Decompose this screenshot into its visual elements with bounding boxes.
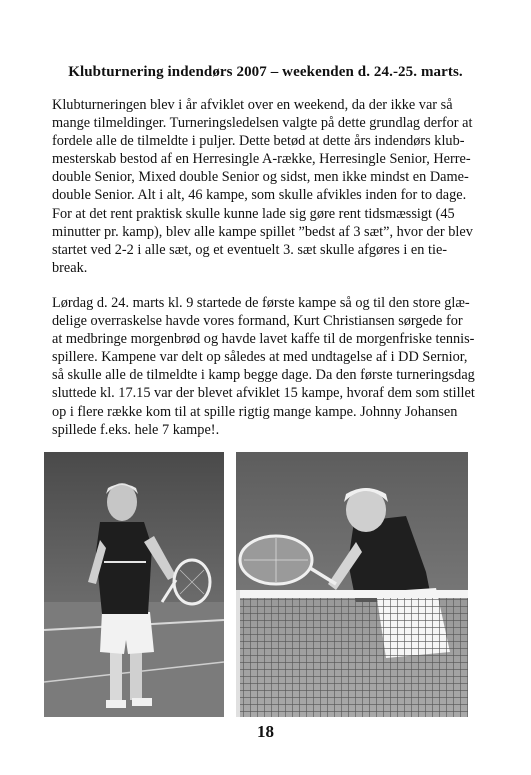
photo-male-tennis-player [44, 452, 224, 717]
text-line: mange tilmeldinger. Turneringsledelsen valgte på dette grundlag derfor at [52, 115, 473, 132]
text-line: så skulle alle de tilmeldte i kamp begge dage. Da den første turneringsdag [52, 367, 475, 384]
text-line: startet ved 2-2 i alle sæt, og et eventuelt 3. sæt skulle afgøres i en tie- [52, 241, 448, 258]
photo-female-tennis-player-at-net [236, 452, 468, 717]
page-number: 18 [257, 722, 274, 741]
text-line: at medbringe morgenbrød og havde lavet kaffe til de morgenfriske tennis- [52, 331, 475, 348]
paragraph-2 [52, 294, 492, 439]
photo-male-tennis-player-graphic [44, 452, 224, 717]
paragraph-1 [52, 96, 492, 277]
text-line: op i flere række kom til at spille rigtig mange kampe. Johnny Johansen [52, 403, 458, 420]
text-line: double Senior. Alt i alt, 46 kampe, som skulle afvikles inden for to dage. [52, 187, 467, 204]
text-line: Klubturneringen blev i år afviklet over en weekend, da der ikke var så [52, 97, 453, 113]
text-line: delige overraskelse havde vores formand, Kurt Christiansen sørgede for [52, 313, 463, 330]
article-title: Klubturnering indendørs 2007 – weekenden d. 24.-25. marts. [68, 64, 463, 80]
text-line: minutter pr. kamp), blev alle kampe spillet ”bedst af 3 sæt”, hvor der blev [52, 223, 473, 240]
text-line: double Senior, Mixed double Senior og sidst, men ikke mindst en Dame- [52, 169, 469, 186]
text-line: Lørdag d. 24. marts kl. 9 startede de første kampe så og til den store glæ- [52, 295, 470, 311]
text-line: sluttede kl. 17.15 var der blevet afviklet 15 kampe, hvoraf dem som stillet [52, 385, 475, 402]
text-line: mesterskab bestod af en Herresingle A-række, Herresingle Senior, Herre- [52, 151, 471, 168]
text-line: For at det rent praktisk skulle kunne lade sig gøre rent tidsmæssigt (45 [52, 205, 455, 222]
text-line: break. [52, 259, 88, 276]
text-line: fordele alle de tilmeldte i puljer. Dette betød at dette års indendørs klub- [52, 133, 465, 150]
text-line: spillede f.eks. hele 7 kampe!. [52, 421, 220, 438]
photo-female-tennis-player-at-net-graphic [236, 452, 468, 717]
text-line: spillere. Kampene var delt op således at med undtagelse af i DD Sernior, [52, 349, 468, 366]
